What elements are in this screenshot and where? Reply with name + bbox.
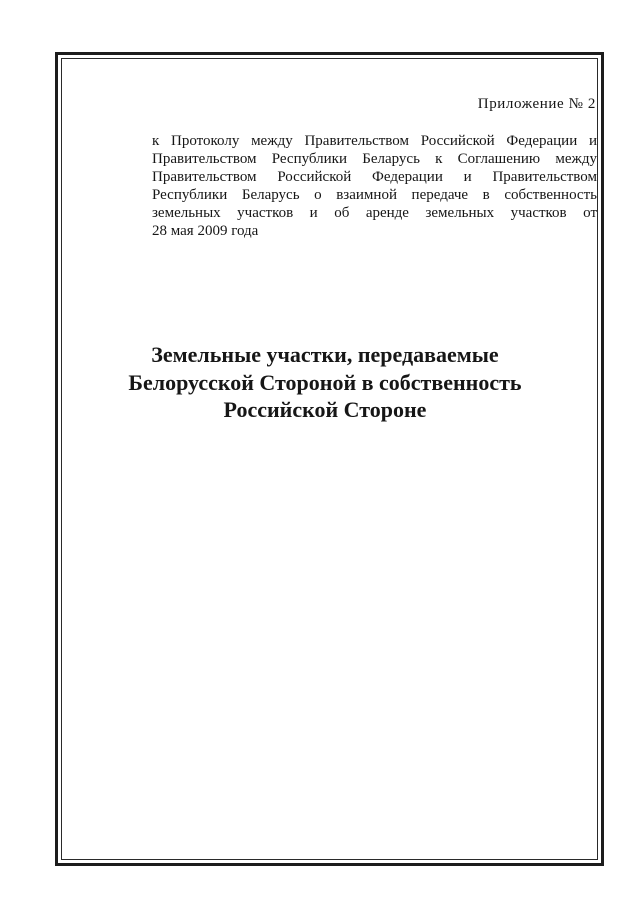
document-title: [60, 341, 590, 424]
title-line: Белорусской Стороной в собственность: [128, 369, 522, 395]
preamble-line: к Протоколу между Правительством Российской Федерации и: [152, 133, 597, 149]
preamble-line: Правительством Республики Беларусь к Соглашению между: [152, 151, 597, 167]
preamble-line: 28 мая 2009 года: [152, 223, 259, 239]
title-line: Земельные участки, передаваемые: [151, 342, 499, 367]
title-line: Российской Стороне: [223, 397, 427, 422]
appendix-label: Приложение № 2: [477, 96, 596, 112]
preamble-paragraph: [152, 132, 597, 240]
preamble-line: Республики Беларусь о взаимной передаче в собственность: [152, 187, 597, 203]
preamble-line: земельных участков и об аренде земельных участков от: [152, 205, 597, 221]
preamble-line: Правительством Российской Федерации и Правительством: [152, 169, 597, 185]
